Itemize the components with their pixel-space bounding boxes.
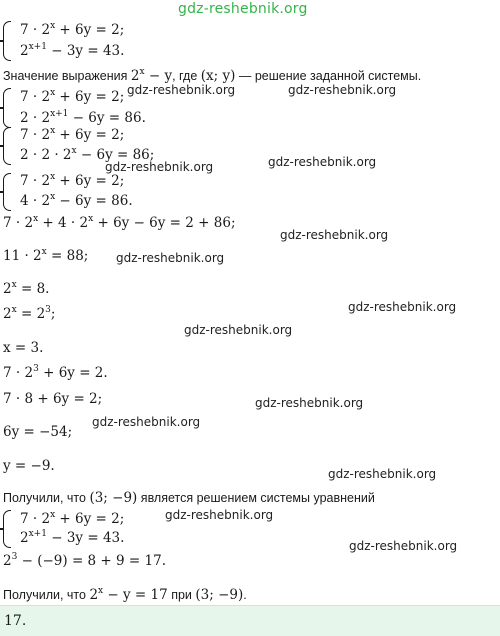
step-x-value: x = 3. (3, 340, 44, 356)
watermark[interactable]: gdz-reshebnik.org (268, 155, 377, 169)
system3-eq2: $2 \cdot 2 \cdot 2^x - 6y = 86$; (20, 145, 155, 163)
watermark[interactable]: gdz-reshebnik.org (105, 160, 214, 174)
watermark[interactable]: gdz-reshebnik.org (349, 539, 458, 553)
step-evaluate: 7 · 8 + 6y = 2; (3, 391, 103, 407)
watermark[interactable]: gdz-reshebnik.org (92, 415, 201, 429)
watermark[interactable]: gdz-reshebnik.org (328, 467, 437, 481)
problem-statement: Значение выражения $2^x - y$, где (x; y) — решение заданной системы. (3, 66, 422, 84)
answer-value: 17. (4, 613, 27, 629)
watermark[interactable]: gdz-reshebnik.org (280, 228, 389, 242)
system1-eq1: $7 \cdot 2^x + 6y = 2$; (20, 20, 125, 38)
system-brace (3, 21, 11, 61)
step-add-equations: $7 \cdot 2^x + 4 \cdot 2^x + 6y - 6y = 2 + 86$; (3, 213, 236, 231)
watermark[interactable]: gdz-reshebnik.org (184, 323, 293, 337)
watermark[interactable]: gdz-reshebnik.org (288, 83, 397, 97)
step-power-equals-8: $2^x = 8$. (3, 279, 50, 297)
system4-eq1: $7 \cdot 2^x + 6y = 2$; (20, 171, 125, 189)
system-brace (3, 88, 11, 128)
conclusion-text: Получили, что (3; −9) является решением системы уравнений (3, 490, 375, 506)
step-y-value: y = −9. (3, 458, 55, 474)
step-combine: $11 \cdot 2^x = 88$; (3, 246, 89, 264)
watermark[interactable]: gdz-reshebnik.org (165, 508, 274, 522)
system-brace (3, 510, 11, 548)
answer-bar (0, 605, 500, 636)
watermark[interactable]: gdz-reshebnik.org (127, 83, 236, 97)
system1-eq2: $2^{x+1} - 3y = 43$. (20, 41, 125, 59)
watermark[interactable]: gdz-reshebnik.org (116, 251, 225, 265)
system2-eq1: $7 \cdot 2^x + 6y = 2$; (20, 87, 125, 105)
system5-eq2: $2^{x+1} - 3y = 43$. (20, 528, 125, 546)
system5-eq1: $7 \cdot 2^x + 6y = 2$; (20, 509, 125, 527)
final-statement: Получили, что $2^x - y = 17$ при (3; −9). (3, 585, 247, 603)
system4-eq2: $4 \cdot 2^x - 6y = 86$. (20, 191, 133, 209)
system2-eq2: $2 \cdot 2^{x+1} - 6y = 86$. (20, 108, 146, 126)
final-calculation: $2^3 - (-9) = 8 + 9 = 17$. (3, 551, 166, 569)
step-substitute: $7 \cdot 2^3 + 6y = 2$. (3, 363, 108, 381)
system-brace (3, 173, 11, 211)
step-power-equals-2-cubed: $2^x = 2^3$; (3, 304, 56, 322)
step-6y: 6y = −54; (3, 424, 73, 440)
system-brace (3, 127, 11, 165)
watermark[interactable]: gdz-reshebnik.org (255, 396, 364, 410)
system3-eq1: $7 \cdot 2^x + 6y = 2$; (20, 125, 125, 143)
watermark-top[interactable]: gdz-reshebnik.org (178, 1, 308, 17)
watermark[interactable]: gdz-reshebnik.org (348, 300, 457, 314)
